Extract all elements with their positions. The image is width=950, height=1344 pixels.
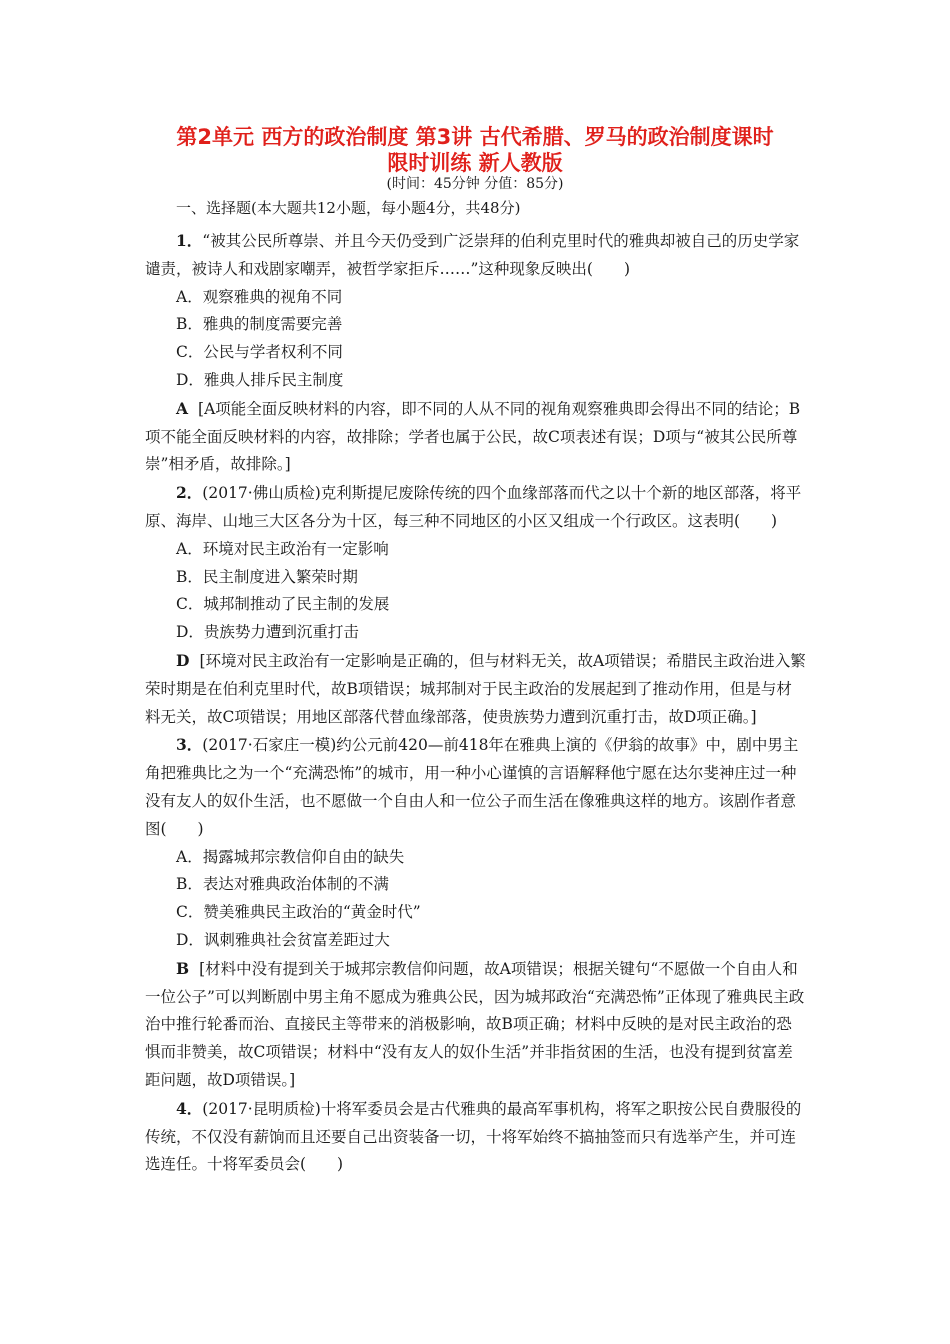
question-stem: (2017·石家庄一模)约公元前420—前418年在雅典上演的《伊翁的故事》中，剧中男主角把雅典比之为一个“充满恐怖”的城市，用一种小心谨慎的言语解释他宁愿在达尔斐神庄过一种没有友人的奴仆生活，也不愿做一个自由人和一位公子而生活在像雅典这样的地方。该剧作者意图( ) [145,736,799,838]
option-c: C．公民与学者权利不同 [176,343,343,362]
option-d: D．贵族势力遭到沉重打击 [176,623,359,642]
question-4 [145,1095,807,1179]
question-number: 1． [176,231,203,250]
question-3 [145,731,807,843]
question-stem: “被其公民所尊崇、并且今天仍受到广泛崇拜的伯利克里时代的雅典却被自己的历史学家谴责，被诗人和戏剧家嘲弄，被哲学家拒斥……”这种现象反映出( ) [145,232,800,278]
answer-1 [145,395,807,479]
option-a: A．环境对民主政治有一定影响 [176,539,389,558]
option-a: A．观察雅典的视角不同 [176,287,343,306]
document-title-line1: 第2单元 西方的政治制度 第3讲 古代希腊、罗马的政治制度课时 [176,125,774,149]
option-a: A．揭露城邦宗教信仰自由的缺失 [176,847,405,866]
question-stem: (2017·昆明质检)十将军委员会是古代雅典的最高军事机构，将军之职按公民自费服役的传统，不仅没有薪饷而且还要自己出资装备一切，十将军始终不搞抽签而只有选举产生，并可连选连任。十将军委员会( ) [145,1099,802,1174]
question-stem: (2017·佛山质检)克利斯提尼废除传统的四个血缘部落而代之以十个新的地区部落，将平原、海岸、山地三大区各分为十区，每三种不同地区的小区又组成一个行政区。这表明( ) [145,484,802,530]
question-1 [145,227,807,284]
question-list [145,227,807,1179]
answer-key: D [176,650,190,670]
question-2 [145,479,807,536]
option-c: C．城邦制推动了民主制的发展 [176,595,390,614]
time-score-info: (时间：45分钟 分值：85分) [386,176,564,192]
answer-key: A [176,398,189,418]
option-c: C．赞美雅典民主政治的“黄金时代” [176,903,421,922]
option-b: B．雅典的制度需要完善 [176,315,343,334]
answer-explanation: [环境对民主政治有一定影响是正确的，但与材料无关，故A项错误；希腊民主政治进入繁荣时期是在伯利克里时代，故B项错误；城邦制对于民主政治的发展起到了推动作用，但是与材料无关，故C项错误；用地区部落代替血缘部落，使贵族势力遭到沉重打击，故D项正确。] [145,651,806,726]
answer-explanation: [A项能全面反映材料的内容，即不同的人从不同的视角观察雅典即会得出不同的结论；B项不能全面反映材料的内容，故排除；学者也属于公民，故C项表述有误；D项与“被其公民所尊崇”相矛盾，故排除。] [145,399,801,474]
section-heading: 一、选择题(本大题共12小题，每小题4分，共48分) [176,199,521,217]
question-number: 4． [176,1098,203,1118]
answer-explanation: [材料中没有提到关于城邦宗教信仰问题，故A项错误；根据关键句“不愿做一个自由人和一位公子”可以判断剧中男主角不愿成为雅典公民，因为城邦政治“充满恐怖”正体现了雅典民主政治中推行轮番而治、直接民主等带来的消极影响，故B项正确；材料中反映的是对民主政治的恐惧而非赞美，故C项错误；材料中“没有友人的奴仆生活”并非指贫困的生活，也没有提到贫富差距问题，故D项错误。] [145,959,805,1089]
answer-3 [145,955,807,1095]
document-title-line2: 限时训练 新人教版 [387,151,563,175]
question-number: 2． [176,483,203,503]
answer-key: B [176,958,190,978]
option-b: B．民主制度进入繁荣时期 [176,567,358,586]
option-b: B．表达对雅典政治体制的不满 [176,875,389,894]
option-d: D．雅典人排斥民主制度 [176,370,344,389]
question-number: 3． [176,735,203,755]
answer-2 [145,647,807,731]
option-d: D．讽刺雅典社会贫富差距过大 [176,930,390,949]
